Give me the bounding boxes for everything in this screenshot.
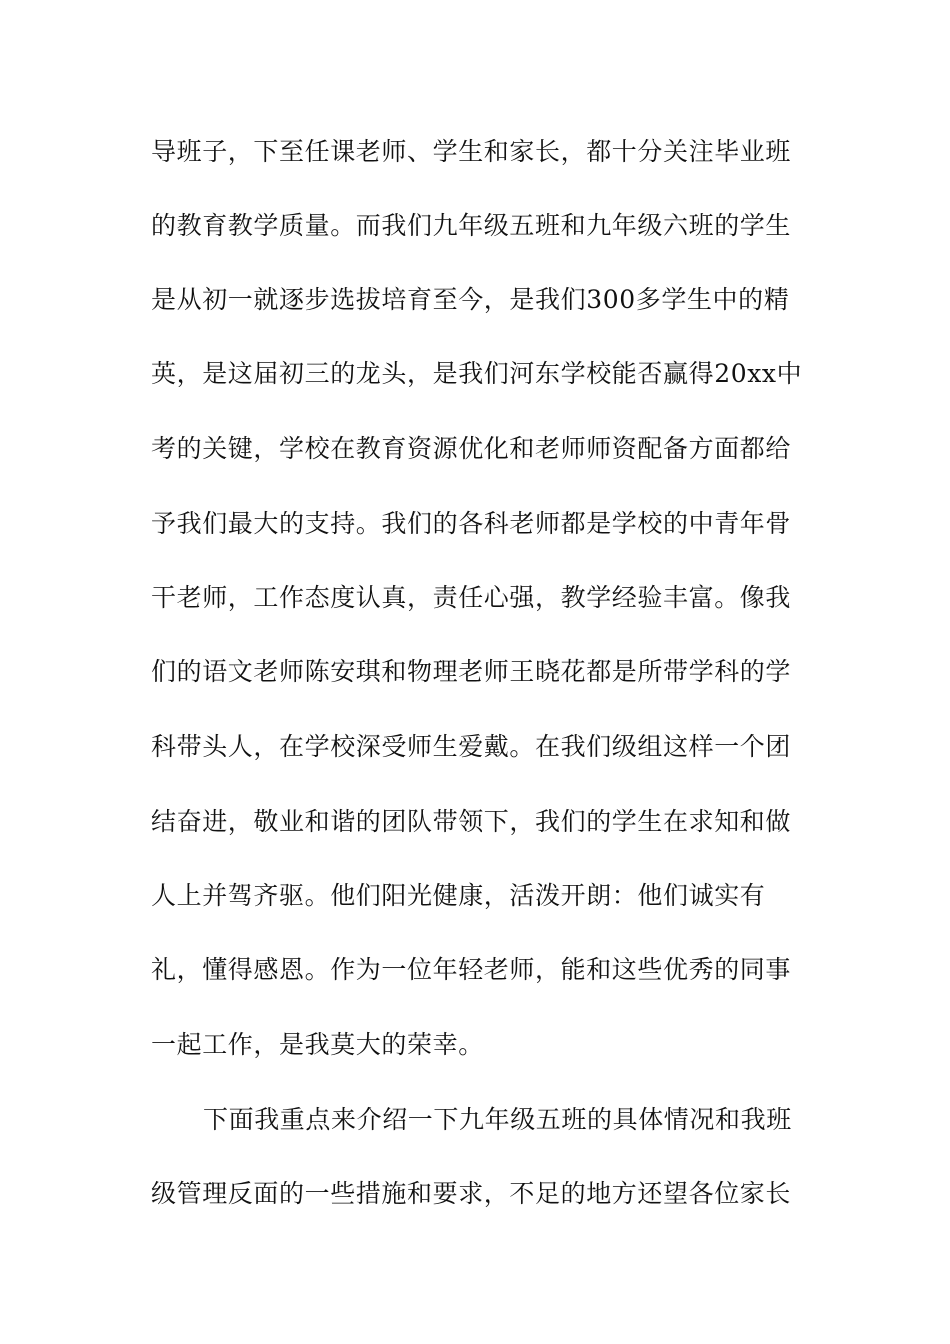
text-line-2: 的教育教学质量。而我们九年级五班和九年级六班的学生 [151, 211, 792, 240]
text-line-8: 们的语文老师陈安琪和物理老师王晓花都是所带学科的学 [151, 657, 792, 686]
text-line-9: 科带头人，在学校深受师生爱戴。在我们级组这样一个团 [151, 732, 792, 761]
text-line-15: 级管理反面的一些措施和要求，不足的地方还望各位家长 [151, 1179, 792, 1208]
text-line-11: 人上并驾齐驱。他们阳光健康，活泼开朗：他们诚实有 [151, 881, 766, 910]
text-line-14: 下面我重点来介绍一下九年级五班的具体情况和我班 [203, 1105, 792, 1134]
text-line-13: 一起工作，是我莫大的荣幸。 [151, 1030, 484, 1059]
text-line-3: 是从初一就逐步选拔培育至今，是我们300多学生中的精 [151, 285, 790, 314]
text-line-10: 结奋进，敬业和谐的团队带领下，我们的学生在求知和做 [151, 807, 792, 836]
text-line-6: 予我们最大的支持。我们的各科老师都是学校的中青年骨 [151, 509, 792, 538]
text-line-12: 礼，懂得感恩。作为一位年轻老师，能和这些优秀的同事 [151, 955, 792, 984]
text-line-4: 英，是这届初三的龙头，是我们河东学校能否赢得20xx中 [151, 359, 803, 388]
text-line-1: 导班子，下至任课老师、学生和家长，都十分关注毕业班 [151, 137, 792, 166]
text-line-5: 考的关键，学校在教育资源优化和老师师资配备方面都给 [151, 434, 792, 463]
text-line-7: 干老师，工作态度认真，责任心强，教学经验丰富。像我 [151, 583, 792, 612]
